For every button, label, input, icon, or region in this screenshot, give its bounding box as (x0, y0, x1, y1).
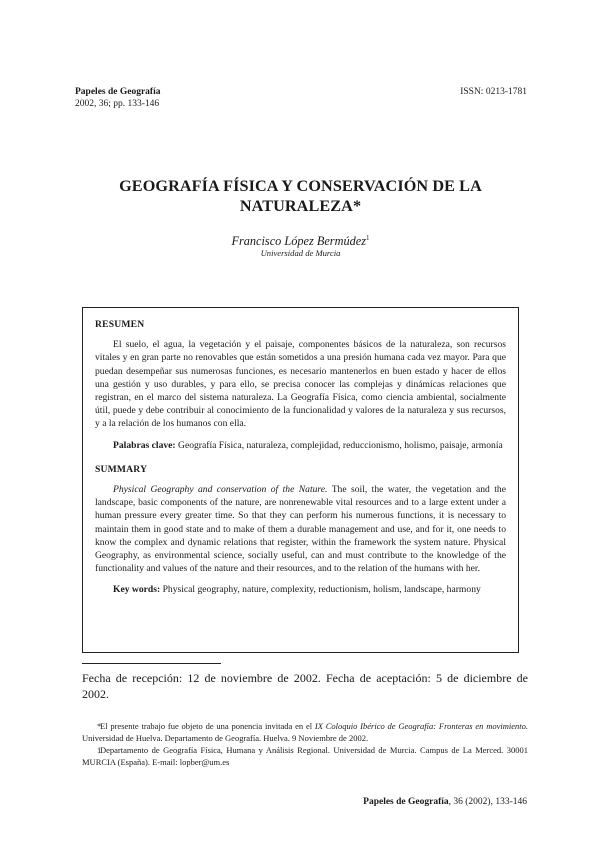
resumen-text: El suelo, el agua, la vegetación y el paisaje, componentes básicos de la naturaleza, son recursos vitales y en gran parte no renovables que están sometidos a una presión humana cada vez mayor. Para que puedan desempeñar sus numerosas funciones, es necesario mantenerlos en buen estado y hacer de ellos una gestión y uso durables, y para ello, se precisa conocer las complejas y dinámicas relaciones que registran, en el marco del sistema naturaleza. La Geografía Física, como ciencia ambiental, socialmente útil, puede y debe contribuir al conocimiento de la funcionalidad y valores de la naturaleza y sus recursos, y a la relación de los humanos con ella. (95, 339, 506, 430)
summary-keywords-list: Physical geography, nature, complexity, reductionism, holism, landscape, harmony (162, 584, 481, 596)
author-name: Francisco López Bermúdez (231, 234, 367, 249)
issn: ISSN: 0213-1781 (460, 87, 527, 97)
footnote-star-italic: IX Coloquio Ibérico de Geografía: Fronteras en movimiento. (314, 721, 529, 731)
journal-citation: 2002, 36; pp. 133-146 (75, 99, 160, 109)
footnote-1-mark: 1 (97, 745, 102, 755)
author (90, 230, 511, 249)
footnote-1-text: Departamento de Geografía Física, Humana y Análisis Regional. Universidad de Murcia. Campus de La Merced. 30001 MURCIA (España). E-mail: lopber@um.es (82, 745, 528, 767)
summary-keywords-label: Key words: (113, 584, 161, 596)
journal-name: Papeles de Geografía (75, 87, 161, 97)
resumen-heading: RESUMEN (95, 319, 145, 330)
resumen-keywords (95, 439, 506, 452)
reception-dates: Fecha de recepción: 12 de noviembre de 2002. Fecha de aceptación: 5 de diciembre de 2002. (82, 671, 528, 701)
author-note-marker: 1 (366, 234, 370, 242)
resumen-keywords-label: Palabras clave: (113, 439, 176, 451)
summary-body: The soil, the water, the vegetation and the landscape, basic components of the nature, are nonrenewable vital resources and to a large extent under a human pressure every greater time. So that they can perform his numerous functions, it is necessary to maintain them in good state and to make of them a durable management and use, and for it, one needs to know the complex and dynamic relations that register, within the framework the system nature. Physical Geography, as environmental science, socially useful, can and must contribute to the knowledge of the functionality and values of the nature and their resources, and to the relation of the humans with her. (95, 484, 506, 575)
footnote-star (82, 720, 528, 744)
page-footer (363, 796, 527, 808)
resumen-keywords-list: Geografía Física, naturaleza, complejidad, reduccionismo, holismo, paisaje, armonía (178, 439, 503, 451)
footer-journal: Papeles de Geografía (363, 797, 449, 807)
footnote-1 (82, 744, 528, 768)
footer-citation: , 36 (2002), 133-146 (448, 797, 527, 807)
footnote-star-text: El presente trabajo fue objeto de una ponencia invitada en el (100, 721, 313, 731)
abstract-box (82, 307, 519, 653)
footnote-star-mark: * (97, 721, 102, 731)
summary-text (95, 483, 506, 575)
header-left (75, 86, 160, 110)
article-title: GEOGRAFÍA FÍSICA Y CONSERVACIÓN DE LA NATURALEZA* (119, 177, 482, 215)
summary-keywords (95, 583, 506, 596)
author-affiliation: Universidad de Murcia (260, 248, 341, 258)
summary-title: Physical Geography and conservation of the Nature. (113, 484, 328, 496)
footnote-star-text-after: Universidad de Huelva. Departamento de Geografía. Huelva. 9 Noviembre de 2002. (82, 733, 369, 743)
summary-heading: SUMMARY (95, 463, 148, 475)
footnote-separator (82, 663, 221, 664)
